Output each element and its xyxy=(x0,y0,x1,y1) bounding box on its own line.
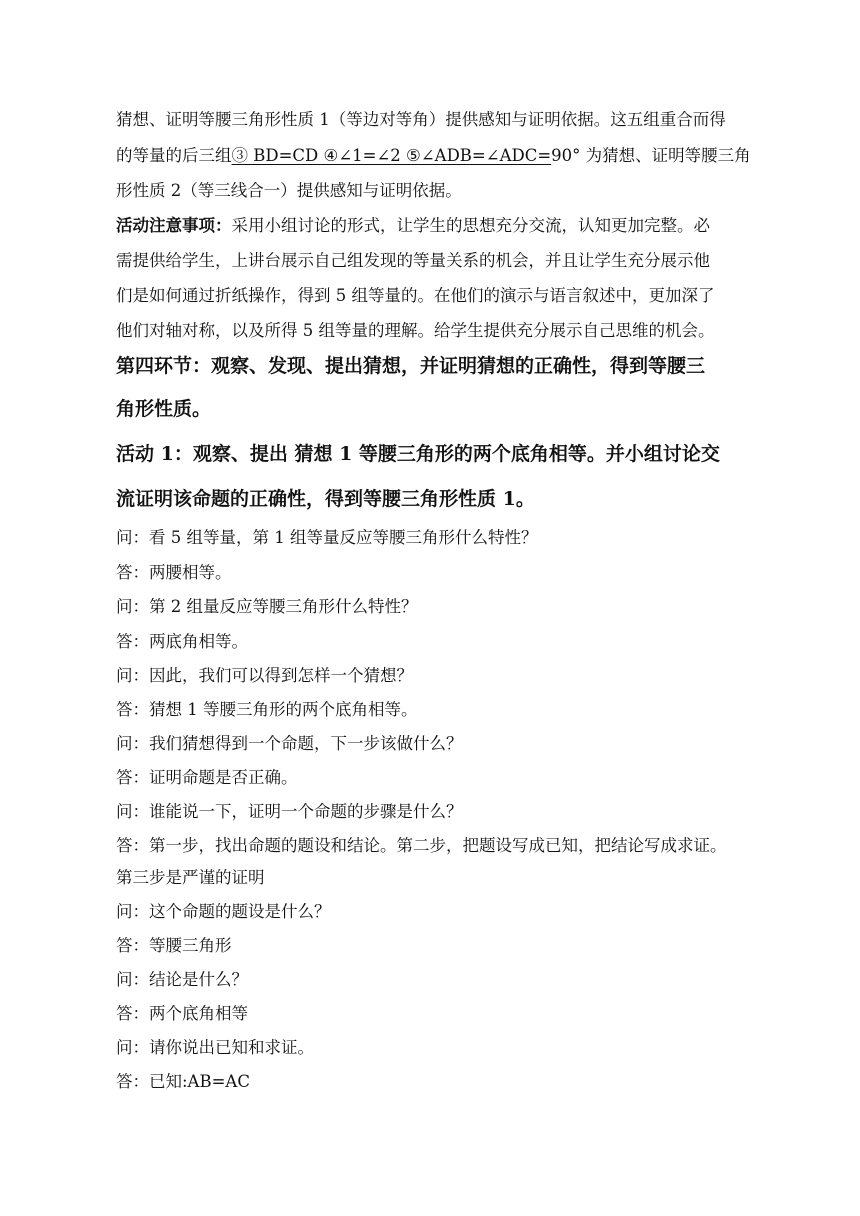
dialogue-line: 答：证明命题是否正确。 xyxy=(116,768,298,787)
paragraph-line: 猜想、证明等腰三角形性质 1（等边对等角）提供感知与证明依据。这五组重合而得 xyxy=(116,110,726,129)
dialogue-line: 问：第 2 组量反应等腰三角形什么特性？ xyxy=(116,597,418,616)
notes-text: 采用小组讨论的形式，让学生的思想充分交流，认知更加完整。必 xyxy=(231,216,710,235)
dialogue-line: 答：两腰相等。 xyxy=(116,563,232,582)
dialogue-line: 问：这个命题的题设是什么？ xyxy=(116,902,331,921)
dialogue-line: 答：猜想 1 等腰三角形的两个底角相等。 xyxy=(116,700,418,719)
activity-heading: 活动 1：观察、提出 猜想 1 等腰三角形的两个底角相等。并小组讨论交 xyxy=(116,443,720,465)
dialogue-line: 问：结论是什么？ xyxy=(116,970,248,989)
dialogue-line: 答：已知:AB=AC xyxy=(116,1072,250,1091)
dialogue-line: 问：我们猜想得到一个命题，下一步该做什么？ xyxy=(116,734,463,753)
section-heading: 角形性质。 xyxy=(116,398,212,420)
dialogue-line: 第三步是严谨的证明 xyxy=(116,868,265,887)
notes-line: 需提供给学生，上讲台展示自己组发现的等量关系的机会，并且让学生充分展示他 xyxy=(116,251,710,270)
notes-line xyxy=(116,216,710,236)
notes-line: 们是如何通过折纸操作，得到 5 组等量的。在他们的演示与语言叙述中，更加深了 xyxy=(116,286,715,305)
dialogue-line: 问：请你说出已知和求证。 xyxy=(116,1038,314,1057)
paragraph-line: 形性质 2（等三线合一）提供感知与证明依据。 xyxy=(116,181,462,200)
text-segment: 90° 为猜想、证明等腰三角 xyxy=(551,146,751,165)
text-segment: 的等量的后三组 xyxy=(116,146,232,165)
dialogue-line: 问：因此，我们可以得到怎样一个猜想？ xyxy=(116,666,413,685)
dialogue-line: 答：等腰三角形 xyxy=(116,936,232,955)
dialogue-line: 答：第一步，找出命题的题设和结论。第二步，把题设写成已知，把结论写成求证。 xyxy=(116,836,727,855)
dialogue-line: 问：看 5 组等量，第 1 组等量反应等腰三角形什么特性？ xyxy=(116,528,538,547)
dialogue-line: 问：谁能说一下，证明一个命题的步骤是什么？ xyxy=(116,802,463,821)
notes-label: 活动注意事项： xyxy=(116,216,232,235)
dialogue-line: 答：两个底角相等 xyxy=(116,1004,248,1023)
dialogue-line: 答：两底角相等。 xyxy=(116,632,248,651)
paragraph-line xyxy=(116,146,751,166)
section-heading: 第四环节：观察、发现、提出猜想，并证明猜想的正确性，得到等腰三 xyxy=(116,355,706,377)
activity-heading: 流证明该命题的正确性，得到等腰三角形性质 1。 xyxy=(116,488,535,510)
notes-line: 他们对轴对称，以及所得 5 组等量的理解。给学生提供充分展示自己思维的机会。 xyxy=(116,321,715,340)
underlined-equalities: ③ BD=CD ④∠1=∠2 ⑤∠ADB=∠ADC= xyxy=(231,146,552,165)
